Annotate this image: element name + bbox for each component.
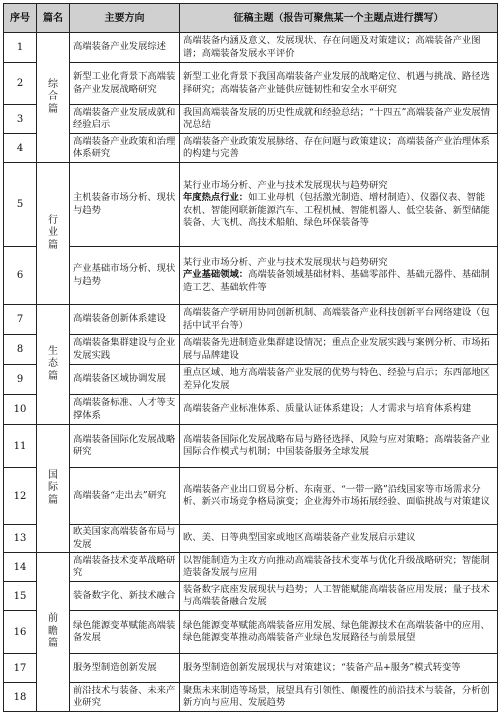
table-row — [4, 468, 498, 525]
direction-cell: 产业基础市场分析、现状与趋势 — [70, 247, 180, 305]
chapter-label: 行业篇 — [48, 214, 58, 251]
table-row — [4, 335, 498, 365]
topic-cell: 新型工业化背景下我国高端装备产业发展的战略定位、机遇与挑战、路径选择研究；高端装备产业链供应链韧性和安全水平研究 — [180, 63, 498, 105]
topic-cell: 高端装备内涵及意义、发展现状、存在问题及对策建议；高端装备产业图谱；高端装备发展水平评价 — [180, 33, 498, 63]
table-header-row — [4, 4, 498, 33]
direction-cell: 前沿技术与装备、未来产业研究 — [70, 683, 180, 712]
row-number: 1 — [4, 33, 37, 63]
chapter-label: 前瞻篇 — [48, 613, 58, 650]
table-row — [4, 365, 498, 395]
row-number: 8 — [4, 335, 37, 365]
topic-intro: 某行业市场分析、产业与技术发展现状与趋势研究 — [183, 180, 388, 192]
header-no: 序号 — [4, 4, 37, 33]
topic-cell: 绿色能源变革赋能高端装备应用发展、绿色能源技术在高端装备中的应用、绿色能源变革推动高端装备产业绿色发展路径与前景展望 — [180, 611, 498, 654]
chapter-cell — [37, 425, 70, 553]
row-number: 17 — [4, 654, 37, 683]
table-row — [4, 425, 498, 468]
topic-detail: 如工业母机（包括激光制造、增材制造）、仪器仪表、智能农机、智能网联新能源汽车、工程机械、智能机器人、低空装备、新型储能装备、大飞机、高技术船舶、绿色环保装备等 — [183, 192, 490, 228]
topic-cell: 欧、美、日等典型国家或地区高端装备产业发展启示建议 — [180, 525, 498, 553]
direction-cell: 高端装备技术变革战略研究 — [70, 553, 180, 582]
direction-cell: 高端装备区域协调发展 — [70, 365, 180, 395]
topic-cell: 高端装备先进制造业集群建设情况；重点企业发展实践与案例分析、市场拓展与品牌建设 — [180, 335, 498, 365]
chapter-label: 生态篇 — [48, 345, 58, 382]
row-number: 18 — [4, 683, 37, 712]
topic-cell: 服务型制造创新发展现状与对策建议；“装备产品+服务”模式转变等 — [180, 654, 498, 683]
row-number: 4 — [4, 134, 37, 163]
row-number: 5 — [4, 163, 37, 247]
table-row — [4, 395, 498, 425]
direction-cell: 高端装备产业政策和治理体系研究 — [70, 134, 180, 163]
topic-detail: 高端装备领域基础材料、基础零部件、基础元器件、基础制造工艺、基础软件等 — [183, 269, 490, 293]
direction-cell: 服务型制造创新发展 — [70, 654, 180, 683]
chapter-label: 综合篇 — [48, 78, 58, 115]
topic-cell — [180, 247, 498, 305]
table-row — [4, 105, 498, 134]
header-topic: 征稿主题（报告可聚焦某一个主题点进行撰写） — [180, 4, 498, 33]
direction-cell: 高端装备创新体系建设 — [70, 305, 180, 335]
direction-cell: 高端装备产业发展成就和经验启示 — [70, 105, 180, 134]
table-row — [4, 611, 498, 654]
row-number: 16 — [4, 611, 37, 654]
direction-cell: 高端装备标准、人才等支撑体系 — [70, 395, 180, 425]
row-number: 10 — [4, 395, 37, 425]
row-number: 15 — [4, 582, 37, 611]
topic-cell: 高端装备产业标准体系、质量认证体系建设；人才需求与培育体系构建 — [180, 395, 498, 425]
table-row — [4, 553, 498, 582]
topic-cell: 高端装备产学研用协同创新机制、高端装备产业科技创新平台网络建设（包括中试平台等） — [180, 305, 498, 335]
row-number: 7 — [4, 305, 37, 335]
topic-cell — [180, 163, 498, 247]
topic-cell: 高端装备产业政策发展脉络、存在问题与政策建议；高端装备产业治理体系的构建与完善 — [180, 134, 498, 163]
direction-cell: 绿色能源变革赋能高端装备发展 — [70, 611, 180, 654]
table-row — [4, 163, 498, 247]
direction-cell: 新型工业化背景下高端装备产业发展战略研究 — [70, 63, 180, 105]
topic-keyword: 年度热点行业： — [183, 192, 249, 204]
chapter-label: 国际篇 — [48, 469, 58, 506]
topic-keyword: 产业基础领域： — [183, 269, 249, 281]
direction-cell: 高端装备集群建设与企业发展实践 — [70, 335, 180, 365]
direction-cell: 高端装备“走出去”研究 — [70, 468, 180, 525]
topic-cell: 装备数字底座发展现状与趋势；人工智能赋能高端装备应用发展；量子技术与高端装备融合发展 — [180, 582, 498, 611]
table-row — [4, 63, 498, 105]
chapter-cell — [37, 33, 70, 163]
topic-cell: 我国高端装备发展的历史性成就和经验总结；“十四五”高端装备产业发展情况总结 — [180, 105, 498, 134]
direction-cell: 欧美国家高端装备布局与发展 — [70, 525, 180, 553]
chapter-cell — [37, 163, 70, 305]
header-chapter: 篇名 — [37, 4, 70, 33]
row-number: 14 — [4, 553, 37, 582]
row-number: 6 — [4, 247, 37, 305]
topic-intro: 某行业市场分析、产业与技术发展现状与趋势研究 — [183, 257, 388, 269]
row-number: 11 — [4, 425, 37, 468]
table-row — [4, 33, 498, 63]
topic-cell: 高端装备产业出口贸易分析、东南亚、“一带一路”沿线国家等市场需求分析、新兴市场竞争格局演变；企业海外市场拓展经验、面临挑战与对策建议 — [180, 468, 498, 525]
direction-cell: 主机装备市场分析、现状与趋势 — [70, 163, 180, 247]
chapter-cell — [37, 305, 70, 425]
table-row — [4, 683, 498, 712]
table-row — [4, 654, 498, 683]
table-row — [4, 247, 498, 305]
row-number: 3 — [4, 105, 37, 134]
call-for-papers-table — [3, 3, 498, 712]
row-number: 2 — [4, 63, 37, 105]
row-number: 12 — [4, 468, 37, 525]
topic-cell: 高端装备国际化发展战略布局与路径选择、风险与应对策略；高端装备产业国际合作模式与机制；中国装备服务全球发展 — [180, 425, 498, 468]
table-row — [4, 582, 498, 611]
direction-cell: 高端装备产业发展综述 — [70, 33, 180, 63]
header-direction: 主要方向 — [70, 4, 180, 33]
table-row — [4, 525, 498, 553]
chapter-cell — [37, 553, 70, 712]
table-row — [4, 134, 498, 163]
direction-cell: 高端装备国际化发展战略研究 — [70, 425, 180, 468]
table-row — [4, 305, 498, 335]
topic-cell: 聚焦未来制造等场景，展望具有引领性、颠覆性的前沿技术与装备，分析创新方向与应用、发展趋势 — [180, 683, 498, 712]
row-number: 9 — [4, 365, 37, 395]
row-number: 13 — [4, 525, 37, 553]
direction-cell: 装备数字化、新技术融合 — [70, 582, 180, 611]
topic-cell: 重点区域、地方高端装备产业发展的优势与特色、经验与启示；东西部地区差异化发展 — [180, 365, 498, 395]
topic-cell: 以智能制造为主攻方向推动高端装备技术变革与优化升级战略研究；智能制造装备发展与应用 — [180, 553, 498, 582]
